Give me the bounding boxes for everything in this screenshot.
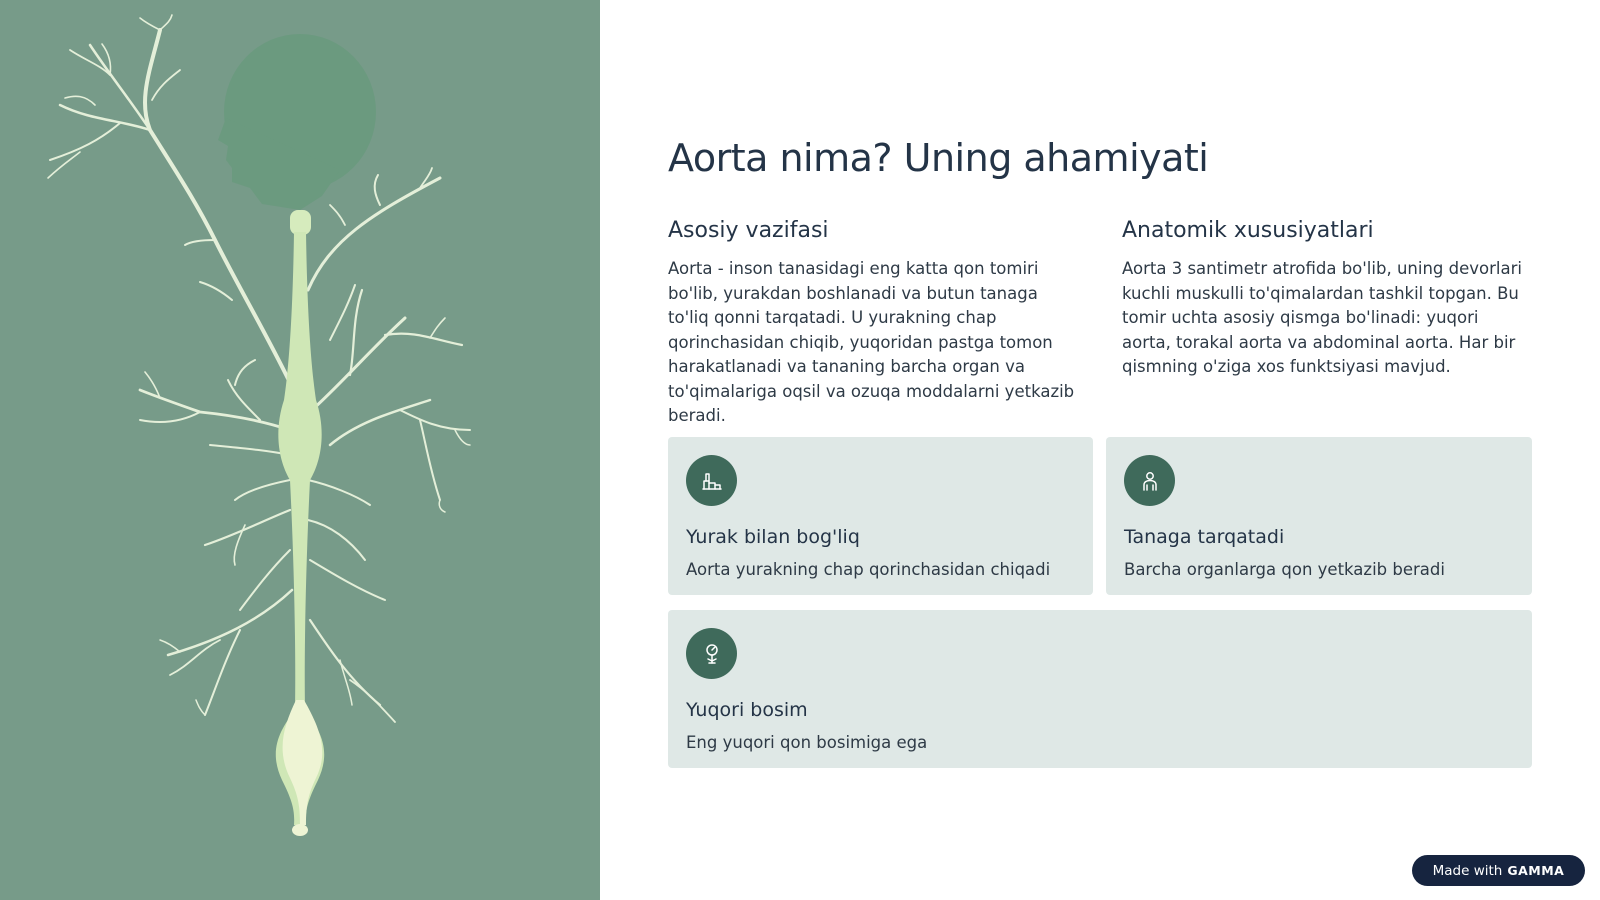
slide-title: Aorta nima? Uning ahamiyati [668,136,1209,180]
aorta-tree-illustration [0,0,600,900]
column-body: Aorta 3 santimetr atrofida bo'lib, uning devorlari kuchli muskulli to'qimalardan tashkil topgan. Bu tomir uchta asosiy qismga bo'linadi: yuqori aorta, torakal aorta va abdominal aorta. Har bir qismning o'ziga xos funktsiyasi mavjud. [1122,259,1522,376]
person-icon [1124,455,1175,506]
column-heading: Anatomik xususiyatlari [1122,218,1374,243]
column-anatomy [1122,218,1532,380]
gauge-pressure-icon [686,628,737,679]
card-title: Tanaga tarqatadi [1124,526,1285,548]
column-heading: Asosiy vazifasi [668,218,829,243]
content-area [668,0,1532,900]
aorta-illustration-panel [0,0,600,900]
card-description: Eng yuqori qon bosimiga ega [686,733,928,752]
head-silhouette [218,34,376,210]
card-heart-connection [668,437,1093,595]
made-with-gamma-badge[interactable] [1412,855,1585,886]
card-description: Aorta yurakning chap qorinchasidan chiqadi [686,560,1051,579]
card-description: Barcha organlarga qon yetkazib beradi [1124,560,1445,579]
card-body-distribution [1106,437,1532,595]
gamma-logo-text: GAMMA [1507,863,1565,878]
heart-connection-icon [686,455,737,506]
badge-prefix: Made with [1432,862,1503,879]
card-title: Yuqori bosim [686,699,808,721]
column-body: Aorta - inson tanasidagi eng katta qon tomiri bo'lib, yurakdan boshlanadi va butun tanaga to'liq qonni tarqatadi. U yurakning chap qorinchasidan chiqib, yuqoridan pastga tomon harakatlanadi va tananing barcha organ va to'qimalariga oqsil va ozuqa moddalarni yetkazib beradi. [668,259,1075,425]
card-title: Yurak bilan bog'liq [686,526,860,548]
card-high-pressure [668,610,1532,768]
column-main-function [668,218,1078,429]
